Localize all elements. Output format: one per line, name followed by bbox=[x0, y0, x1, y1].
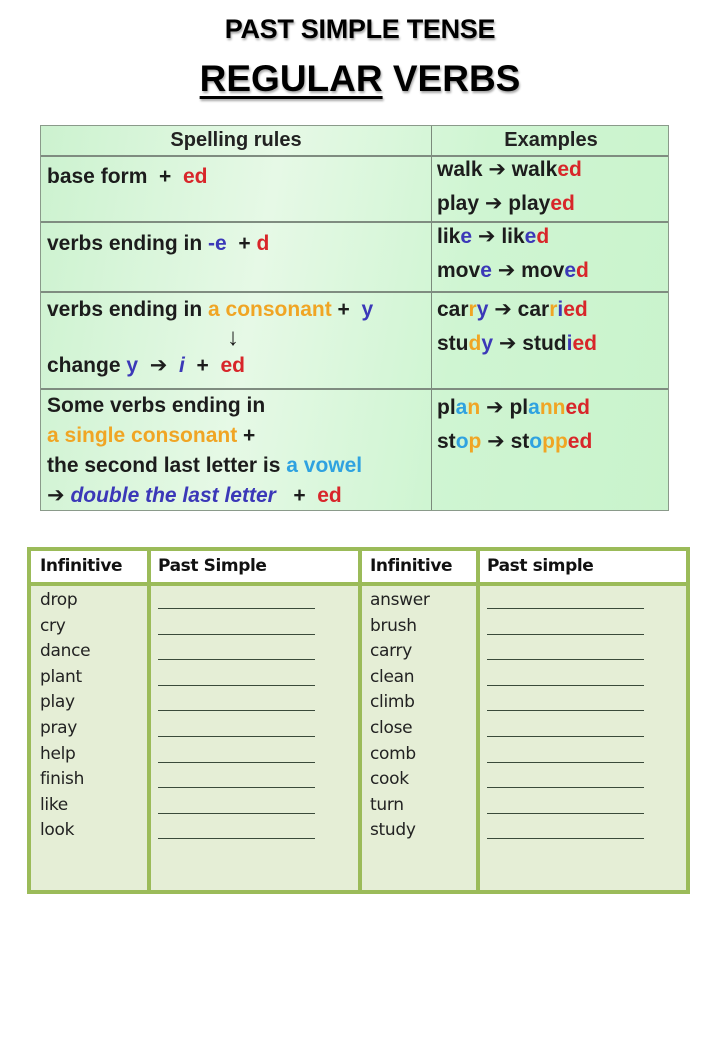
text-segment: ed bbox=[572, 332, 597, 355]
blank-line bbox=[158, 813, 315, 814]
right-arrow-icon: ➔ bbox=[488, 298, 518, 321]
infinitive-word: plant bbox=[40, 666, 82, 687]
text-segment: i bbox=[178, 354, 185, 377]
header-past-simple-right: Past simple bbox=[487, 556, 594, 576]
infinitive-word: play bbox=[40, 692, 75, 713]
infinitive-word: turn bbox=[370, 794, 404, 815]
text-segment: pp bbox=[542, 430, 568, 453]
header-past-simple-left: Past Simple bbox=[158, 556, 267, 576]
text-segment: play bbox=[508, 192, 551, 215]
text-segment: e bbox=[480, 259, 492, 282]
down-arrow-icon: ↓ bbox=[227, 324, 239, 351]
text-segment: i bbox=[557, 298, 564, 321]
rule-line bbox=[47, 451, 362, 481]
example-pair bbox=[437, 293, 597, 327]
text-segment: ➔ bbox=[138, 354, 179, 377]
text-segment: car bbox=[517, 298, 550, 321]
right-arrow-icon: ➔ bbox=[493, 332, 523, 355]
examples-base-form bbox=[437, 153, 582, 221]
exercise-table bbox=[27, 547, 690, 894]
text-segment: y bbox=[476, 298, 489, 321]
blank-line bbox=[158, 736, 315, 737]
left-infinitive-list bbox=[40, 588, 90, 844]
text-segment: d bbox=[468, 332, 482, 355]
infinitive-word: drop bbox=[40, 590, 78, 610]
infinitive-word: study bbox=[370, 820, 416, 841]
text-segment: y bbox=[361, 298, 374, 321]
header-infinitive-right: Infinitive bbox=[370, 556, 453, 576]
column-divider bbox=[431, 126, 432, 510]
text-segment: e bbox=[564, 259, 577, 282]
rule-base-form bbox=[47, 162, 207, 192]
text-segment: a vowel bbox=[286, 454, 363, 477]
right-arrow-icon: ➔ bbox=[481, 430, 511, 453]
blank-line bbox=[487, 762, 644, 763]
right-infinitive-list bbox=[370, 588, 430, 844]
text-segment: n bbox=[467, 396, 481, 419]
text-segment: ed bbox=[563, 298, 588, 321]
text-segment: car bbox=[437, 298, 469, 321]
worksheet-title: PAST SIMPLE TENSE bbox=[224, 14, 496, 44]
example-pair bbox=[437, 153, 582, 187]
right-arrow-icon: ➔ bbox=[480, 396, 510, 419]
text-segment: stu bbox=[437, 332, 469, 355]
infinitive-word: like bbox=[40, 794, 68, 815]
text-segment: + bbox=[226, 232, 257, 255]
text-segment: a bbox=[528, 396, 540, 419]
header-spelling-rules: Spelling rules bbox=[170, 129, 302, 151]
text-segment: double the last letter bbox=[70, 484, 276, 507]
column-divider bbox=[147, 551, 151, 890]
text-segment: play bbox=[437, 192, 480, 215]
text-segment: + bbox=[237, 424, 256, 447]
blank-line bbox=[158, 762, 315, 763]
text-segment: mov bbox=[437, 259, 481, 282]
example-pair bbox=[437, 187, 582, 221]
infinitive-word: cry bbox=[40, 615, 66, 636]
text-segment: lik bbox=[437, 225, 461, 248]
infinitive-word: help bbox=[40, 743, 76, 764]
subtitle-rest: VERBS bbox=[382, 58, 521, 99]
header-examples: Examples bbox=[504, 129, 598, 151]
text-segment: pl bbox=[509, 396, 529, 419]
infinitive-word: carry bbox=[370, 641, 413, 662]
blank-line bbox=[158, 608, 315, 609]
text-segment: ed bbox=[557, 158, 582, 181]
examples-ending-e bbox=[437, 220, 589, 288]
text-segment: walk bbox=[437, 158, 483, 181]
right-arrow-icon: ➔ bbox=[482, 158, 512, 181]
blank-line bbox=[158, 634, 315, 635]
text-segment: d bbox=[536, 225, 550, 248]
spelling-rules-table bbox=[40, 125, 669, 511]
rule-line bbox=[47, 391, 362, 421]
right-arrow-icon: ➔ bbox=[491, 259, 522, 282]
example-pair bbox=[437, 220, 589, 254]
text-segment: a consonant bbox=[208, 298, 332, 321]
text-segment: ed bbox=[567, 430, 593, 453]
text-segment: verbs ending in bbox=[47, 232, 209, 255]
right-arrow-icon: ➔ bbox=[472, 225, 502, 248]
text-segment: ➔ bbox=[47, 484, 71, 507]
text-segment: r bbox=[549, 298, 558, 321]
text-segment: a single consonant bbox=[47, 424, 238, 447]
blank-line bbox=[158, 787, 315, 788]
right-arrow-icon: ➔ bbox=[479, 192, 509, 215]
column-divider bbox=[476, 551, 480, 890]
text-segment: -e bbox=[208, 232, 227, 255]
text-segment: d bbox=[576, 259, 589, 282]
blank-line bbox=[487, 659, 644, 660]
example-pair bbox=[437, 391, 592, 425]
text-segment: Some verbs ending in bbox=[47, 394, 266, 417]
text-segment: change bbox=[47, 354, 127, 377]
rule-ending-e bbox=[47, 229, 269, 259]
blank-line bbox=[158, 685, 315, 686]
infinitive-word: dance bbox=[40, 641, 91, 662]
text-segment: mov bbox=[521, 259, 565, 282]
text-segment: stud bbox=[522, 332, 567, 355]
text-segment: i bbox=[566, 332, 573, 355]
text-segment: nn bbox=[539, 396, 566, 419]
blank-line bbox=[487, 634, 644, 635]
example-pair bbox=[437, 254, 589, 288]
infinitive-word: look bbox=[40, 820, 75, 841]
text-segment: o bbox=[455, 430, 469, 453]
infinitive-word: comb bbox=[370, 743, 416, 764]
blank-line bbox=[158, 710, 315, 711]
text-segment: st bbox=[437, 430, 456, 453]
infinitive-word: pray bbox=[40, 717, 78, 738]
text-segment: + bbox=[275, 484, 318, 507]
text-segment: p bbox=[468, 430, 482, 453]
example-pair bbox=[437, 327, 597, 361]
rule-line bbox=[47, 481, 362, 511]
rule-line bbox=[47, 421, 362, 451]
infinitive-word: climb bbox=[370, 692, 415, 713]
blank-line bbox=[487, 736, 644, 737]
text-segment: ed bbox=[550, 192, 575, 215]
rule-line bbox=[47, 295, 373, 325]
text-segment: ed bbox=[220, 354, 245, 377]
text-segment: y bbox=[481, 332, 494, 355]
text-segment: r bbox=[468, 298, 477, 321]
text-segment: ed bbox=[182, 165, 208, 188]
blank-line bbox=[158, 659, 315, 660]
blank-line bbox=[487, 838, 644, 839]
blank-line bbox=[487, 685, 644, 686]
text-segment: e bbox=[460, 225, 473, 248]
blank-line bbox=[487, 787, 644, 788]
text-segment: y bbox=[126, 354, 139, 377]
text-segment: lik bbox=[501, 225, 525, 248]
blank-line bbox=[487, 608, 644, 609]
text-segment: a bbox=[455, 396, 468, 419]
blank-line bbox=[158, 838, 315, 839]
examples-double-consonant bbox=[437, 391, 592, 459]
example-pair bbox=[437, 425, 592, 459]
text-segment: + bbox=[331, 298, 362, 321]
text-segment: base form + bbox=[47, 165, 183, 188]
rule-line bbox=[47, 351, 373, 381]
text-segment: pl bbox=[437, 396, 456, 419]
row-divider bbox=[41, 388, 668, 390]
header-infinitive-left: Infinitive bbox=[40, 556, 123, 576]
text-segment: the second last letter is bbox=[47, 454, 287, 477]
infinitive-word: finish bbox=[40, 769, 85, 790]
rule-double-consonant bbox=[47, 391, 362, 511]
column-divider bbox=[358, 551, 362, 890]
blank-line bbox=[487, 813, 644, 814]
examples-consonant-y bbox=[437, 293, 597, 361]
text-segment: verbs ending in bbox=[47, 298, 209, 321]
infinitive-word: clean bbox=[370, 666, 415, 687]
rule-consonant-y bbox=[47, 295, 373, 381]
text-segment: + bbox=[184, 354, 221, 377]
blank-line bbox=[487, 710, 644, 711]
infinitive-word: brush bbox=[370, 615, 417, 636]
infinitive-word: close bbox=[370, 717, 413, 738]
text-segment: walk bbox=[511, 158, 558, 181]
infinitive-word: cook bbox=[370, 769, 409, 790]
worksheet-subtitle bbox=[0, 58, 720, 100]
text-segment: ed bbox=[317, 484, 342, 507]
text-segment: st bbox=[510, 430, 530, 453]
subtitle-underlined-word: REGULAR bbox=[199, 58, 383, 99]
text-segment: d bbox=[256, 232, 270, 255]
text-segment: e bbox=[524, 225, 537, 248]
text-segment: ed bbox=[565, 396, 590, 419]
infinitive-word: answer bbox=[370, 590, 430, 610]
text-segment: o bbox=[529, 430, 543, 453]
